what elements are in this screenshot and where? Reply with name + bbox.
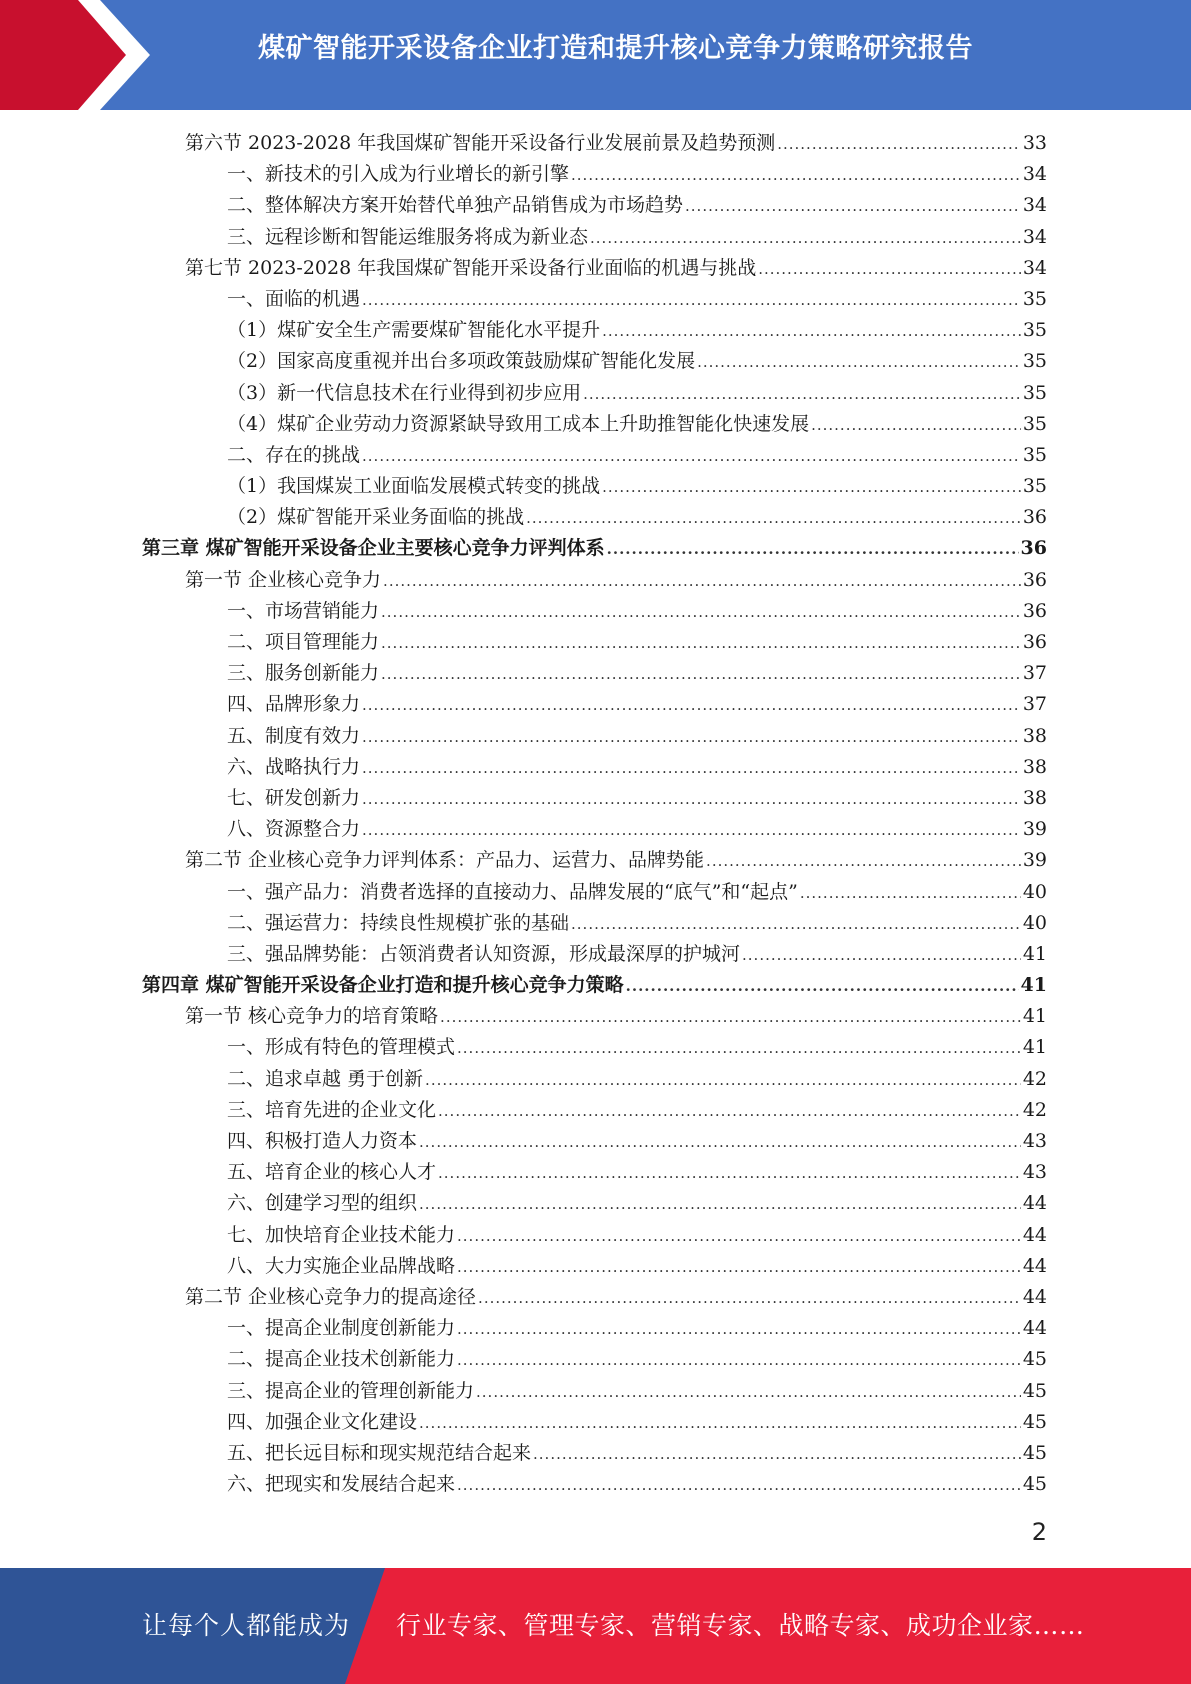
toc-entry[interactable]: [142, 970, 1047, 1001]
toc-entry[interactable]: [142, 315, 1047, 346]
toc-entry-title: 二、存在的挑战: [227, 443, 361, 466]
toc-entry-title: 二、整体解决方案开始替代单独产品销售成为市场趋势: [227, 194, 684, 217]
toc-leader-dots: [758, 260, 1021, 278]
toc-entry[interactable]: [142, 222, 1047, 253]
toc-leader-dots: [381, 634, 1021, 652]
toc-entry[interactable]: [142, 1376, 1047, 1407]
toc-entry[interactable]: [142, 1251, 1047, 1282]
toc-entry-title: 五、培育企业的核心人才: [227, 1161, 437, 1184]
toc-entry-page: 41: [1022, 942, 1047, 965]
toc-entry-title: 第一节 核心竞争力的培育策略: [185, 1005, 439, 1028]
toc-leader-dots: [626, 977, 1019, 995]
toc-leader-dots: [457, 1320, 1021, 1338]
toc-leader-dots: [811, 416, 1021, 434]
toc-leader-dots: [777, 135, 1021, 153]
toc-entry-title: 二、追求卓越 勇于创新: [227, 1067, 424, 1090]
toc-entry-page: 36: [1020, 537, 1047, 560]
toc-leader-dots: [362, 728, 1021, 746]
toc-entry-page: 43: [1022, 1161, 1047, 1184]
toc-entry-page: 35: [1022, 475, 1047, 498]
toc-entry-title: 第六节 2023-2028 年我国煤矿智能开采设备行业发展前景及趋势预测: [185, 132, 776, 154]
toc-entry-title: 四、加强企业文化建设: [227, 1410, 418, 1433]
toc-entry[interactable]: [142, 783, 1047, 814]
toc-leader-dots: [583, 385, 1021, 403]
toc-leader-dots: [526, 509, 1021, 527]
toc-entry[interactable]: [142, 814, 1047, 845]
toc-entry-title: 六、战略执行力: [227, 755, 361, 778]
toc-entry[interactable]: [142, 721, 1047, 752]
toc-entry-page: 43: [1022, 1130, 1047, 1152]
toc-entry[interactable]: [142, 908, 1047, 939]
toc-entry-title: 三、强品牌势能：占领消费者认知资源，形成最深厚的护城河: [227, 942, 741, 965]
toc-leader-dots: [419, 1133, 1021, 1151]
toc-entry[interactable]: [142, 1407, 1047, 1438]
toc-entry-page: 44: [1022, 1317, 1047, 1340]
toc-entry[interactable]: [142, 1344, 1047, 1375]
toc-entry[interactable]: [142, 159, 1047, 190]
toc-entry[interactable]: [142, 1001, 1047, 1032]
toc-leader-dots: [457, 1227, 1021, 1245]
toc-entry-page: 36: [1022, 599, 1047, 622]
toc-leader-dots: [571, 915, 1021, 933]
toc-entry[interactable]: [142, 689, 1047, 720]
toc-leader-dots: [706, 852, 1021, 870]
toc-entry[interactable]: [142, 565, 1047, 596]
toc-leader-dots: [457, 1258, 1021, 1276]
toc-entry-page: 34: [1022, 256, 1047, 279]
toc-entry[interactable]: [142, 440, 1047, 471]
table-of-contents: [142, 128, 1047, 1500]
toc-leader-dots: [419, 1195, 1021, 1213]
toc-leader-dots: [685, 197, 1021, 215]
toc-entry[interactable]: [142, 378, 1047, 409]
toc-entry-title: 四、积极打造人力资本: [227, 1130, 418, 1152]
toc-entry-page: 38: [1022, 724, 1047, 747]
toc-leader-dots: [533, 1445, 1021, 1463]
toc-entry[interactable]: [142, 1188, 1047, 1219]
toc-leader-dots: [362, 447, 1021, 465]
toc-entry-title: 第三章 煤矿智能开采设备企业主要核心竞争力评判体系: [142, 537, 605, 560]
toc-leader-dots: [438, 1102, 1021, 1120]
toc-entry-title: 第二节 企业核心竞争力的提高途径: [185, 1285, 477, 1308]
toc-entry[interactable]: [142, 1282, 1047, 1313]
toc-entry-page: 35: [1022, 350, 1047, 373]
toc-entry[interactable]: [142, 190, 1047, 221]
toc-entry-page: 34: [1022, 225, 1047, 248]
toc-entry[interactable]: [142, 658, 1047, 689]
toc-entry-page: 36: [1022, 506, 1047, 529]
toc-entry-page: 35: [1022, 319, 1047, 342]
toc-entry-page: 44: [1022, 1192, 1047, 1215]
toc-leader-dots: [383, 572, 1021, 590]
toc-entry-title: 二、强运营力：持续良性规模扩张的基础: [227, 911, 570, 934]
toc-leader-dots: [425, 1071, 1021, 1089]
toc-entry-title: 二、提高企业技术创新能力: [227, 1348, 456, 1371]
toc-entry-page: 33: [1022, 132, 1047, 154]
toc-entry-title: 三、远程诊断和智能运维服务将成为新业态: [227, 225, 589, 248]
toc-entry-title: 五、制度有效力: [227, 724, 361, 747]
toc-entry-title: 五、把长远目标和现实规范结合起来: [227, 1441, 532, 1464]
toc-entry-title: 一、提高企业制度创新能力: [227, 1317, 456, 1340]
toc-entry-title: 三、服务创新能力: [227, 662, 380, 685]
toc-entry[interactable]: [142, 471, 1047, 502]
toc-entry-title: 七、加快培育企业技术能力: [227, 1223, 456, 1246]
toc-entry-title: 六、创建学习型的组织: [227, 1192, 418, 1215]
toc-entry-page: 37: [1022, 662, 1047, 685]
toc-entry-title: 二、项目管理能力: [227, 631, 380, 653]
toc-entry-page: 45: [1022, 1348, 1047, 1371]
toc-leader-dots: [478, 1289, 1021, 1307]
toc-entry[interactable]: [142, 502, 1047, 533]
toc-entry-title: 一、形成有特色的管理模式: [227, 1036, 456, 1059]
toc-entry[interactable]: [142, 1157, 1047, 1188]
toc-entry-title: 第二节 企业核心竞争力评判体系：产品力、运营力、品牌势能: [185, 849, 705, 872]
toc-leader-dots: [381, 603, 1021, 621]
toc-entry-page: 36: [1022, 631, 1047, 653]
toc-entry-page: 44: [1022, 1254, 1047, 1277]
toc-leader-dots: [602, 478, 1021, 496]
toc-leader-dots: [362, 821, 1021, 839]
toc-entry-page: 35: [1022, 381, 1047, 404]
toc-leader-dots: [362, 790, 1021, 808]
toc-entry[interactable]: [142, 1313, 1047, 1344]
toc-entry-page: 38: [1022, 786, 1047, 809]
toc-entry[interactable]: [142, 409, 1047, 440]
toc-leader-dots: [362, 696, 1021, 714]
toc-entry-title: 第一节 企业核心竞争力: [185, 568, 382, 591]
toc-entry-title: （1）我国煤炭工业面临发展模式转变的挑战: [227, 475, 601, 498]
toc-entry[interactable]: [142, 1126, 1047, 1157]
page-footer: [0, 1568, 1191, 1684]
toc-entry-page: 35: [1022, 443, 1047, 466]
toc-leader-dots: [800, 884, 1021, 902]
toc-entry-title: 第七节 2023-2028 年我国煤矿智能开采设备行业面临的机遇与挑战: [185, 256, 757, 279]
toc-entry-page: 39: [1022, 849, 1047, 872]
toc-entry[interactable]: [142, 845, 1047, 876]
toc-entry[interactable]: [142, 1220, 1047, 1251]
toc-entry-title: 三、提高企业的管理创新能力: [227, 1379, 475, 1402]
toc-entry-page: 37: [1022, 693, 1047, 716]
toc-leader-dots: [697, 353, 1021, 371]
toc-leader-dots: [419, 1414, 1021, 1432]
toc-leader-dots: [607, 540, 1019, 558]
toc-entry-page: 41: [1022, 1005, 1047, 1028]
toc-entry-page: 45: [1022, 1379, 1047, 1402]
toc-entry-page: 44: [1022, 1223, 1047, 1246]
toc-leader-dots: [602, 322, 1021, 340]
toc-entry-page: 45: [1022, 1441, 1047, 1464]
toc-entry-title: （4）煤矿企业劳动力资源紧缺导致用工成本上升助推智能化快速发展: [227, 412, 810, 435]
header-title: 煤矿智能开采设备企业打造和提升核心竞争力策略研究报告: [258, 33, 973, 64]
toc-entry[interactable]: [142, 533, 1047, 564]
toc-entry-title: 四、品牌形象力: [227, 693, 361, 716]
toc-entry[interactable]: [142, 1095, 1047, 1126]
toc-leader-dots: [457, 1351, 1021, 1369]
toc-entry-title: （1）煤矿安全生产需要煤矿智能化水平提升: [227, 319, 601, 342]
toc-entry-title: 第四章 煤矿智能开采设备企业打造和提升核心竞争力策略: [142, 974, 624, 997]
toc-leader-dots: [742, 946, 1021, 964]
toc-entry-page: 42: [1022, 1098, 1047, 1121]
toc-entry[interactable]: [142, 253, 1047, 284]
toc-entry-page: 45: [1022, 1473, 1047, 1496]
toc-entry-title: 一、面临的机遇: [227, 287, 361, 310]
toc-entry[interactable]: [142, 627, 1047, 658]
toc-leader-dots: [362, 759, 1021, 777]
toc-entry-page: 44: [1022, 1285, 1047, 1308]
toc-entry-title: 八、大力实施企业品牌战略: [227, 1254, 456, 1277]
toc-entry-title: （2）煤矿智能开采业务面临的挑战: [227, 506, 525, 529]
toc-entry-page: 40: [1022, 880, 1047, 903]
toc-entry-page: 36: [1022, 568, 1047, 591]
toc-entry[interactable]: [142, 1032, 1047, 1063]
toc-entry[interactable]: [142, 596, 1047, 627]
toc-entry[interactable]: [142, 284, 1047, 315]
toc-entry-title: 一、新技术的引入成为行业增长的新引擎: [227, 163, 570, 186]
toc-entry[interactable]: [142, 346, 1047, 377]
toc-entry-title: 一、市场营销能力: [227, 599, 380, 622]
toc-entry-page: 34: [1022, 194, 1047, 217]
toc-entry-page: 42: [1022, 1067, 1047, 1090]
toc-entry-title: 六、把现实和发展结合起来: [227, 1473, 456, 1496]
toc-leader-dots: [457, 1476, 1021, 1494]
toc-entry[interactable]: [142, 877, 1047, 908]
toc-entry[interactable]: [142, 1438, 1047, 1469]
toc-entry[interactable]: [142, 1064, 1047, 1095]
toc-entry-page: 41: [1020, 974, 1047, 997]
toc-leader-dots: [590, 229, 1021, 247]
toc-entry-title: （3）新一代信息技术在行业得到初步应用: [227, 381, 582, 404]
footer-slogan-right: 行业专家、管理专家、营销专家、战略专家、成功企业家……: [396, 1611, 1085, 1640]
toc-entry-page: 34: [1022, 163, 1047, 186]
toc-entry[interactable]: [142, 939, 1047, 970]
toc-entry-page: 45: [1022, 1410, 1047, 1433]
toc-entry-page: 39: [1022, 818, 1047, 841]
toc-leader-dots: [571, 166, 1021, 184]
toc-entry-title: 三、培育先进的企业文化: [227, 1098, 437, 1121]
toc-entry[interactable]: [142, 1469, 1047, 1500]
toc-leader-dots: [476, 1383, 1021, 1401]
toc-entry-page: 35: [1022, 412, 1047, 435]
page-header: [0, 0, 1191, 110]
toc-entry-title: 八、资源整合力: [227, 818, 361, 841]
toc-leader-dots: [362, 291, 1021, 309]
toc-entry-page: 40: [1022, 911, 1047, 934]
toc-leader-dots: [381, 665, 1021, 683]
toc-entry-title: （2）国家高度重视并出台多项政策鼓励煤矿智能化发展: [227, 350, 696, 373]
toc-entry[interactable]: [142, 128, 1047, 159]
toc-leader-dots: [457, 1039, 1021, 1057]
toc-leader-dots: [440, 1008, 1021, 1026]
toc-entry[interactable]: [142, 752, 1047, 783]
footer-slogan-left: 让每个人都能成为: [142, 1611, 351, 1640]
page-number: 2: [1031, 1518, 1047, 1546]
toc-entry-title: 一、强产品力：消费者选择的直接动力、品牌发展的“底气”和“起点”: [227, 880, 798, 903]
toc-entry-page: 41: [1022, 1036, 1047, 1059]
toc-entry-page: 35: [1022, 287, 1047, 310]
toc-entry-title: 七、研发创新力: [227, 786, 361, 809]
toc-entry-page: 38: [1022, 755, 1047, 778]
toc-leader-dots: [438, 1164, 1021, 1182]
